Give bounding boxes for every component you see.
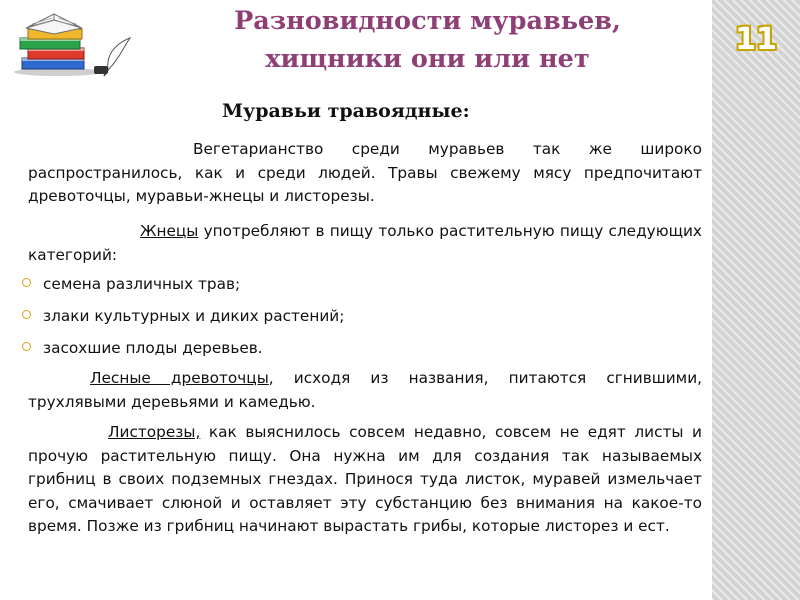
leafcutters-text: как выяснилось совсем недавно, совсем не едят листы и прочую растительную пищу. Она нужна им для создания так называемых грибниц в своих подземных гнездах. Принося туда листок, муравей измельчает его, смачивает слюной и оставляет эту субстанцию без внимания на какое-то время. Позже из грибниц начинают вырастать грибы, которые листорез и ест. [28,423,702,535]
reapers-paragraph [28,220,702,267]
title-line-2: хищники они или нет [265,44,590,74]
page-number: 11 [735,22,777,57]
intro-paragraph: Вегетарианство среди муравьев так же широко распространилось, как и среди людей. Травы свежему мясу предпочитают древоточцы, муравьи-жнецы и листорезы. [28,140,702,205]
bullet-text: семена различных трав; [43,275,241,293]
woodborers-paragraph [28,367,702,414]
leafcutters-paragraph [28,421,702,539]
leafcutters-term: Листорезы, [108,423,201,441]
bullet-circle-icon [22,278,31,287]
woodborers-text: , исходя из названия, питаются сгнившими, трухлявыми деревьями и камедью. [28,369,703,411]
woodborers-term: Лесные древоточцы [90,369,269,387]
bullet-text: засохшие плоды деревьев. [43,339,263,357]
reapers-text: употребляют в пищу только растительную пищу следующих категорий: [28,222,702,264]
decorative-sidebar [712,0,800,600]
list-item [22,337,263,360]
books-and-quill-logo-icon [8,8,138,78]
list-item [22,305,344,328]
reapers-term: Жнецы [140,222,199,240]
slide-title [150,2,705,78]
bullet-text: злаки культурных и диких растений; [43,307,345,325]
section-subtitle: Муравьи травоядные: [222,100,470,122]
bullet-circle-icon [22,310,31,319]
title-line-1: Разновидности муравьев, [234,6,621,36]
list-item [22,273,240,296]
bullet-circle-icon [22,342,31,351]
